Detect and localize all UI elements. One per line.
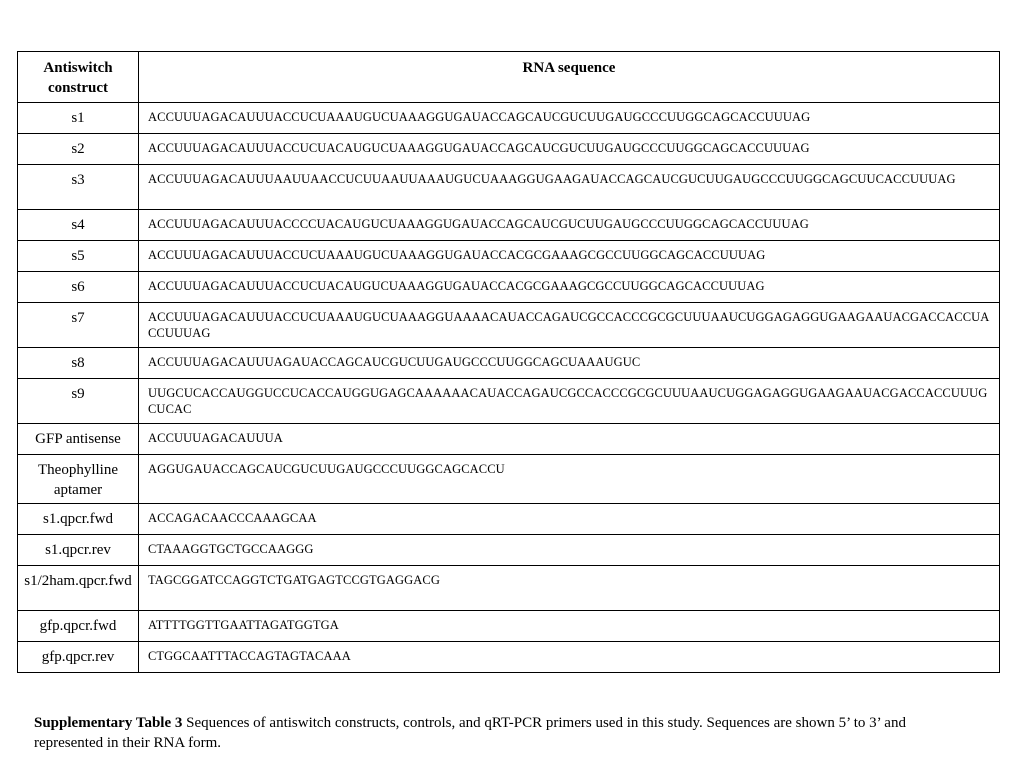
construct-name: s8: [18, 348, 139, 379]
table-row: [18, 303, 1000, 348]
construct-name: s1/2ham.qpcr.fwd: [18, 566, 139, 611]
construct-name: s9: [18, 379, 139, 424]
table-row: [18, 165, 1000, 210]
rna-sequence: AGGUGAUACCAGCAUCGUCUUGAUGCCCUUGGCAGCACCU: [139, 455, 1000, 504]
rna-sequence: ACCUUUAGACAUUUAAUUAACCUCUUAAUUAAAUGUCUAAAGGUGAAGAUACCAGCAUCGUCUUGAUGCCCUUGGCAGCUUCACCUUUAG: [139, 165, 1000, 210]
caption-text: Sequences of antiswitch constructs, controls, and qRT-PCR primers used in this study. Sequences are shown 5’ to 3’ and represented in their RNA form.: [34, 715, 906, 751]
rna-sequence: CTGGCAATTTACCAGTAGTACAAA: [139, 642, 1000, 673]
rna-sequence: ACCUUUAGACAUUUA: [139, 424, 1000, 455]
table-header-row: [18, 52, 1000, 103]
table-row: [18, 642, 1000, 673]
construct-name: s1.qpcr.fwd: [18, 504, 139, 535]
table-row: [18, 504, 1000, 535]
construct-name: s7: [18, 303, 139, 348]
table-row: [18, 424, 1000, 455]
table-row: [18, 134, 1000, 165]
table-row: [18, 348, 1000, 379]
table-row: [18, 379, 1000, 424]
rna-sequence: ACCUUUAGACAUUUACCUCUAAAUGUCUAAAGGUAAAACAUACCAGAUCGCCACCCGCGCUUUAAUCUGGAGAGGUGAAGAAUACGACCACCUACCUUUAG: [139, 303, 1000, 348]
caption-label: Supplementary Table 3: [34, 715, 183, 731]
table-row: [18, 611, 1000, 642]
table-row: [18, 103, 1000, 134]
construct-name: gfp.qpcr.fwd: [18, 611, 139, 642]
table-row: [18, 272, 1000, 303]
rna-sequence: TAGCGGATCCAGGTCTGATGAGTCCGTGAGGACG: [139, 566, 1000, 611]
rna-sequence: ACCUUUAGACAUUUACCUCUACAUGUCUAAAGGUGAUACCAGCAUCGUCUUGAUGCCCUUGGCAGCACCUUUAG: [139, 134, 1000, 165]
table-row: [18, 535, 1000, 566]
rna-sequence: ACCUUUAGACAUUUAGAUACCAGCAUCGUCUUGAUGCCCUUGGCAGCUAAAUGUC: [139, 348, 1000, 379]
construct-name: s1.qpcr.rev: [18, 535, 139, 566]
rna-sequence: ATTTTGGTTGAATTAGATGGTGA: [139, 611, 1000, 642]
rna-sequence: ACCUUUAGACAUUUACCCCUACAUGUCUAAAGGUGAUACCAGCAUCGUCUUGAUGCCCUUGGCAGCACCUUUAG: [139, 210, 1000, 241]
rna-sequence: ACCAGACAACCCAAAGCAA: [139, 504, 1000, 535]
construct-name: s6: [18, 272, 139, 303]
construct-name: GFP antisense: [18, 424, 139, 455]
sequence-table: [17, 51, 1000, 673]
table-caption: [34, 713, 974, 753]
construct-name: gfp.qpcr.rev: [18, 642, 139, 673]
table-row: [18, 455, 1000, 504]
construct-name: s2: [18, 134, 139, 165]
rna-sequence: CTAAAGGTGCTGCCAAGGG: [139, 535, 1000, 566]
rna-sequence: ACCUUUAGACAUUUACCUCUAAAUGUCUAAAGGUGAUACCACGCGAAAGCGCCUUGGCAGCACCUUUAG: [139, 241, 1000, 272]
construct-name: s1: [18, 103, 139, 134]
construct-name: s4: [18, 210, 139, 241]
header-rna-sequence: RNA sequence: [139, 52, 1000, 103]
table-row: [18, 241, 1000, 272]
rna-sequence: UUGCUCACCAUGGUCCUCACCAUGGUGAGCAAAAAACAUACCAGAUCGCCACCCGCGCUUUAAUCUGGAGAGGUGAAGAAUACGACCACCUUUGCUCAC: [139, 379, 1000, 424]
rna-sequence: ACCUUUAGACAUUUACCUCUACAUGUCUAAAGGUGAUACCACGCGAAAGCGCCUUGGCAGCACCUUUAG: [139, 272, 1000, 303]
header-construct: Antiswitch construct: [18, 52, 139, 103]
rna-sequence: ACCUUUAGACAUUUACCUCUAAAUGUCUAAAGGUGAUACCAGCAUCGUCUUGAUGCCCUUGGCAGCACCUUUAG: [139, 103, 1000, 134]
table-row: [18, 210, 1000, 241]
construct-name: Theophylline aptamer: [18, 455, 139, 504]
construct-name: s5: [18, 241, 139, 272]
table-row: [18, 566, 1000, 611]
construct-name: s3: [18, 165, 139, 210]
